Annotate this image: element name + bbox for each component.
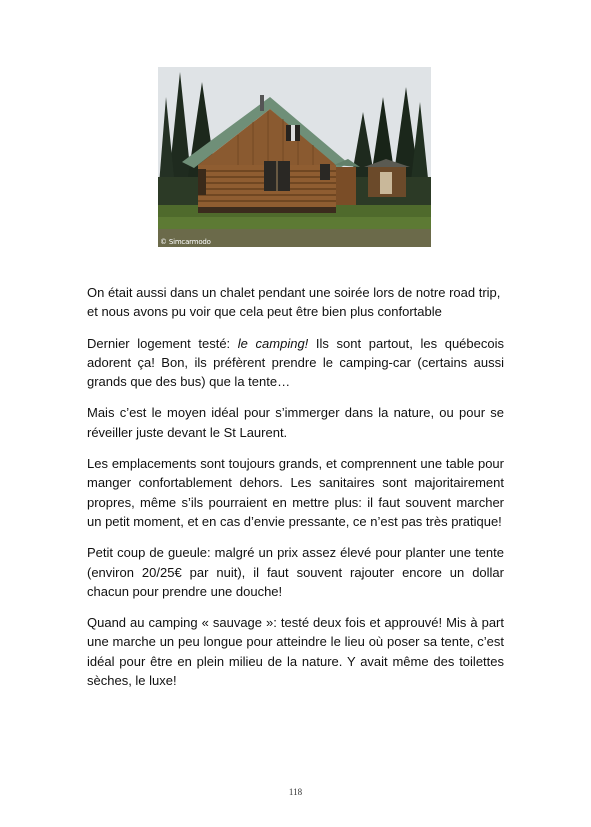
cabin-illustration bbox=[158, 67, 431, 247]
paragraph-camping-emphasis: le camping! bbox=[237, 335, 309, 351]
paragraph-camping-before: Dernier logement testé: bbox=[87, 335, 238, 351]
article-body bbox=[87, 283, 504, 702]
photo-credit: © Simcarmodo bbox=[160, 238, 211, 246]
paragraph-nature: Mais c’est le moyen idéal pour s’immerger dans la nature, ou pour se réveiller juste devant le St Laurent. bbox=[87, 405, 504, 440]
paragraph-chalet: On était aussi dans un chalet pendant une soirée lors de notre road trip, et nous avons pu voir que cela peut être bien plus confortable bbox=[87, 285, 501, 320]
paragraph-emplacements: Les emplacements sont toujours grands, et comprennent une table pour manger confortablement dehors. Les sanitaires sont majoritairement propres, même s’ils pourraient en mettre plus: il faut souvent marcher un petit moment, et en cas d’envie pressante, ce n’est pas très pratique! bbox=[87, 456, 504, 529]
paragraph-sauvage: Quand au camping « sauvage »: testé deux fois et approuvé! Mis à part une marche un peu longue pour atteindre le lieu où poser sa tente, c’est idéal pour être en plein milieu de la nature. Y avait même des toilettes sèches, le luxe! bbox=[87, 615, 504, 689]
paragraph-camping-after: Ils sont partout, les québecois adorent ça! Bon, ils préfèrent prendre le camping-car (certains aussi grands que des bus) que la tente… bbox=[87, 335, 504, 390]
cabin-photo bbox=[158, 67, 431, 247]
paragraph-prix: Petit coup de gueule: malgré un prix assez élevé pour planter une tente (environ 20/25€ par nuit), il faut souvent rajouter encore un dollar chacun pour prendre une douche! bbox=[87, 545, 504, 599]
page-number: 118 bbox=[288, 787, 303, 797]
paragraph-camping-intro bbox=[87, 334, 504, 392]
